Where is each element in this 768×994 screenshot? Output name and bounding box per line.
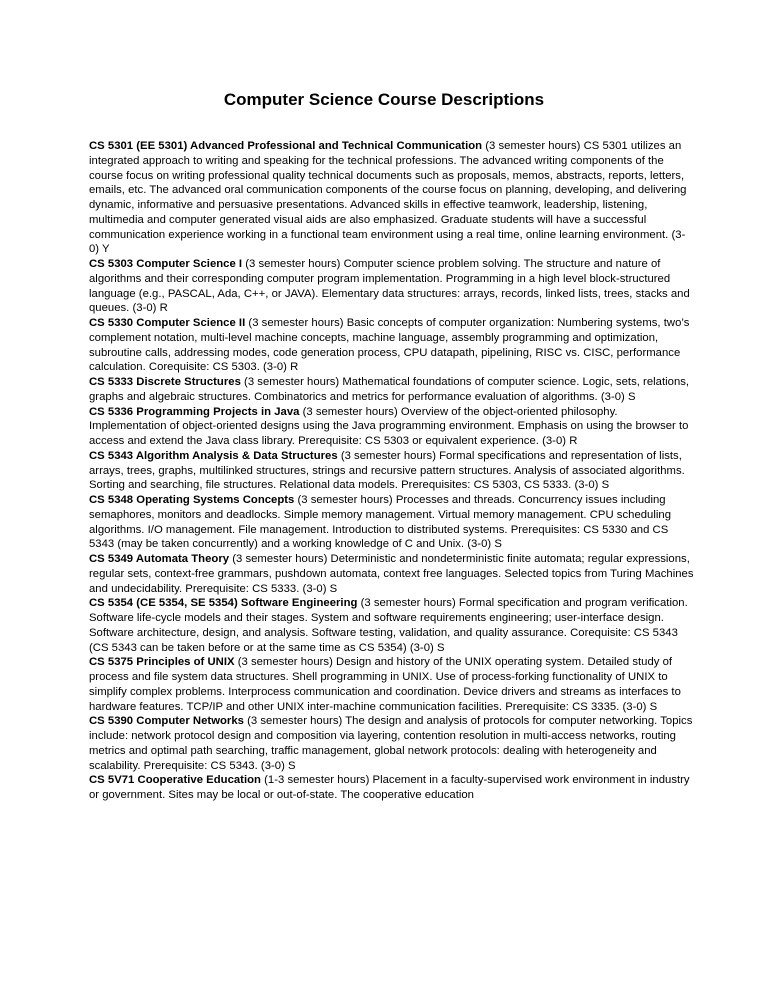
course-description: (3 semester hours) Mathematical foundations of computer science. Logic, sets, relations, graphs and algebraic structures. Combinatorics and metrics for performance evaluation of algorithms. (3-0) S: [89, 376, 690, 403]
course-description: (1-3 semester hours) Placement in a faculty-supervised work environment in industry or government. Sites may be local or out-of-state. The cooperative education: [89, 774, 690, 801]
course-entry-cs5390: [89, 714, 694, 773]
course-entry-cs5343: [89, 449, 694, 493]
course-entry-cs5349: [89, 552, 694, 596]
course-entry-cs5303: [89, 257, 694, 316]
course-description: (3 semester hours) Processes and threads. Concurrency issues including semaphores, monitors and deadlocks. Simple memory management. Virtual memory management. CPU scheduling algorithms. I/O management. File management. Introduction to distributed systems. Prerequisites: CS 5330 and CS 5343 (may be taken concurrently) and a working knowledge of C and Unix. (3-0) S: [89, 494, 672, 551]
course-entry-cs5301: [89, 139, 694, 257]
course-description: (3 semester hours) Computer science problem solving. The structure and nature of algorithms and their corresponding computer program implementation. Programming in a high level block-structured language (e.g., PASCAL, Ada, C++, or JAVA). Elementary data structures: arrays, records, linked lists, trees, stacks and queues. (3-0) R: [89, 258, 690, 315]
page-title: Computer Science Course Descriptions: [223, 90, 545, 109]
course-description: (3 semester hours) Formal specifications and representation of lists, arrays, trees, graphs, multilinked structures, strings and recursive pattern structures. Analysis of associated algorithms. Sorting and searching, file structures. Relational data models. Prerequisites: CS 5303, CS 5333. (3-0) S: [89, 449, 685, 492]
course-heading: CS 5301 (EE 5301) Advanced Professional and Technical Communication: [89, 140, 483, 152]
course-description: (3 semester hours) Basic concepts of computer organization: Numbering systems, two’s complement notation, multi-level machine concepts, machine language, assembly programming and optimization, subroutine calls, addressing modes, code generation process, CPU datapath, pipelining, RISC vs. CISC, performance calculation. Corequisite: CS 5303. (3-0) R: [89, 317, 690, 374]
course-entry-cs5v71: [89, 773, 694, 803]
course-description: (3 semester hours) Overview of the object-oriented philosophy. Implementation of object-oriented designs using the Java programming environment. Emphasis on using the browser to access and extend the Java class library. Prerequisite: CS 5303 or equivalent experience. (3-0) R: [89, 405, 689, 447]
course-description: (3 semester hours) Formal specification and program verification. Software life-cycle models and their stages. System and software requirements engineering; user-interface design. Software architecture, design, and analysis. Software testing, validation, and quality assurance. Corequisite: CS 5343 (CS 5343 can be taken before or at the same time as CS 5354) (3-0) S: [89, 597, 688, 654]
course-heading: CS 5V71 Cooperative Education: [89, 774, 261, 787]
course-heading: CS 5330 Computer Science II: [89, 317, 246, 329]
course-entry-cs5333: [89, 375, 694, 405]
course-description: (3 semester hours) CS 5301 utilizes an integrated approach to writing and speaking for the technical professions. The advanced writing components of the course focus on writing professional quality technical documents such as proposals, memos, abstracts, reports, letters, emails, etc. The advanced oral communication components of the course focus on planning, developing, and delivering dynamic, informative and persuasive presentations. Advanced skills in effective teamwork, leadership, listening, multimedia and computer generated visual aids are also emphasized. Graduate students will have a successful communication experience working in a functional team environment using a real time, online learning environment. (3-0) Y: [89, 140, 687, 256]
course-description: (3 semester hours) Deterministic and nondeterministic finite automata; regular expressions, regular sets, context-free grammars, pushdown automata, context free languages. Selected topics from Turing Machines and undecidability. Prerequisite: CS 5333. (3-0) S: [89, 553, 694, 595]
course-entry-cs5348: [89, 493, 694, 552]
course-heading: CS 5354 (CE 5354, SE 5354) Software Engineering: [89, 597, 358, 610]
course-heading: CS 5336 Programming Projects in Java: [89, 405, 300, 418]
course-heading: CS 5343 Algorithm Analysis & Data Structures: [89, 449, 338, 462]
course-heading: CS 5349 Automata Theory: [89, 553, 230, 565]
course-heading: CS 5390 Computer Networks: [89, 715, 244, 728]
course-description: (3 semester hours) The design and analysis of protocols for computer networking. Topics include: network protocol design and composition via layering, contention resolution in multi-access networks, routing metrics and optimal path searching, traffic management, global network protocols: dealing with heterogeneity and scalability. Prerequisite: CS 5343. (3-0) S: [89, 715, 693, 772]
course-heading: CS 5303 Computer Science I: [89, 258, 243, 270]
course-entry-cs5336: [89, 405, 694, 449]
course-entry-cs5375: [89, 655, 694, 714]
course-entry-cs5354: [89, 596, 694, 655]
course-list: [89, 139, 694, 803]
course-heading: CS 5333 Discrete Structures: [89, 376, 241, 388]
course-entry-cs5330: [89, 316, 694, 375]
course-heading: CS 5348 Operating Systems Concepts: [89, 494, 295, 506]
course-description: (3 semester hours) Design and history of the UNIX operating system. Detailed study of process and file system data structures. Shell programming in UNIX. Use of process-forking functionality of UNIX to simplify complex problems. Interprocess communication and coordination. Device drivers and streams as interfaces to hardware features. TCP/IP and other UNIX inter-machine communication facilities. Prerequisite: CS 3335. (3-0) S: [89, 656, 681, 713]
course-heading: CS 5375 Principles of UNIX: [89, 656, 235, 669]
